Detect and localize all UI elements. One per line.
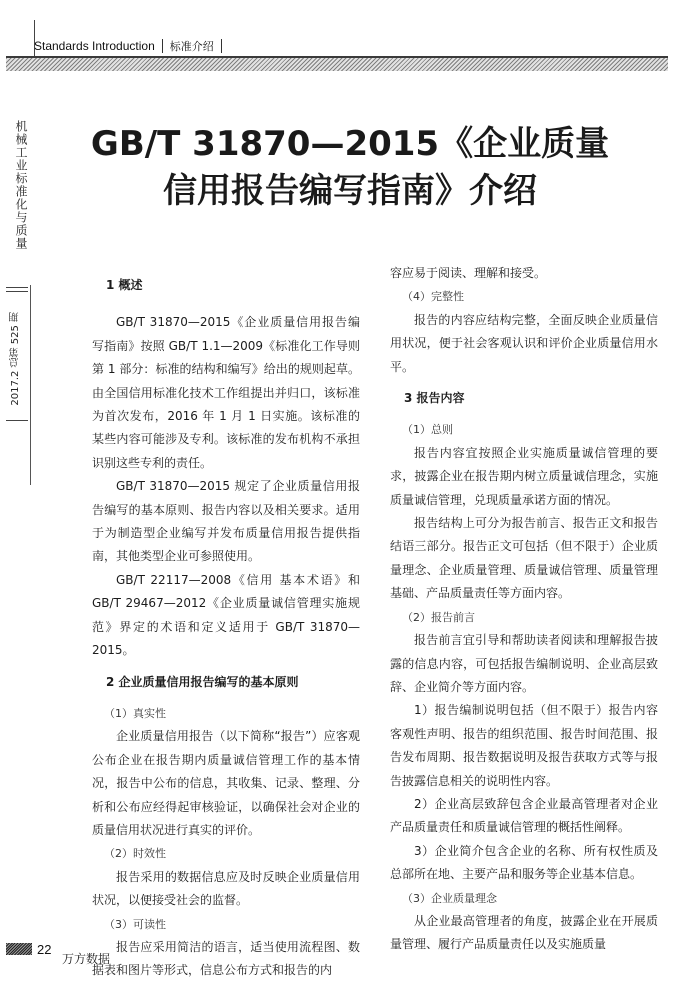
paragraph: 3）企业简介包含企业的名称、所有权性质及总部所在地、主要产品和服务等企业基本信息。 bbox=[390, 843, 658, 882]
paragraph: 报告前言宜引导和帮助读者阅读和理解报告披露的信息内容，可包括报告编制说明、企业高层致辞、企业简介等方面内容。 bbox=[390, 633, 658, 694]
watermark: 万方数据 bbox=[62, 952, 111, 966]
section-heading: 3 报告内容 bbox=[404, 391, 465, 406]
sidebar-rule bbox=[6, 291, 28, 292]
right-column bbox=[390, 262, 658, 957]
journal-title: 机械工业标准化与质量 bbox=[14, 120, 28, 250]
header-hatch-band bbox=[6, 58, 668, 71]
header-section-cn: 标准介绍 bbox=[169, 40, 214, 53]
paragraph: 报告内容宜按照企业实施质量诚信管理的要求，披露企业在报告期内树立质量诚信理念，实施质量诚信管理，兑现质量承诺方面的情况。 bbox=[390, 445, 658, 507]
section-heading: 2 企业质量信用报告编写的基本原则 bbox=[106, 674, 299, 689]
subheading: （2）时效性 bbox=[104, 847, 166, 861]
paragraph: 容应易于阅读、理解和接受。 bbox=[390, 266, 547, 280]
paragraph: 2）企业高层致辞包含企业最高管理者对企业产品质量责任和质量诚信管理的概括性阐释。 bbox=[390, 796, 658, 835]
page-number: 22 bbox=[37, 941, 52, 957]
sidebar-vertical-rule bbox=[30, 285, 31, 485]
paragraph: 从企业最高管理者的角度，披露企业在开展质量管理、履行产品质量责任以及实施质量 bbox=[390, 913, 658, 952]
footer-hatch-block bbox=[6, 943, 32, 955]
sidebar-rule bbox=[6, 287, 28, 288]
paragraph: GB/T 22117—2008《信用 基本术语》和 GB/T 29467—2012《企业质量诚信管理实施规范》界定的术语和定义适用于 GB/T 31870—2015。 bbox=[92, 572, 360, 658]
page-footer bbox=[6, 939, 51, 959]
paragraph: 报告结构上可分为报告前言、报告正文和报告结语三部分。报告正文可包括（但不限于）企业质量理念、企业质量管理、质量诚信管理、质量管理基础、产品质量责任等方面内容。 bbox=[390, 516, 658, 601]
paragraph: 报告采用的数据信息应及时反映企业质量信用状况，以便接受社会的监督。 bbox=[92, 869, 360, 908]
subheading: （2）报告前言 bbox=[402, 610, 475, 624]
paragraph: 企业质量信用报告（以下简称“报告”）应客观公布企业在报告期内质量诚信管理工作的基本情况，报告中公布的信息，其收集、记录、整理、分析和公布应经得起审核验证，以确保社会对企业的质量信用状况进行真实的评价。 bbox=[92, 729, 360, 837]
issue-label: 2017.2 总第 525 期 bbox=[10, 312, 21, 406]
subheading: （3）可读性 bbox=[104, 917, 166, 931]
title-line-1: GB/T 31870—2015《企业质量 bbox=[90, 124, 610, 164]
header-divider bbox=[162, 39, 163, 53]
paragraph: 报告应采用简洁的语言，适当使用流程图、数据表和图片等形式，信息公布方式和报告的内 bbox=[92, 939, 360, 978]
subheading: （3）企业质量理念 bbox=[402, 891, 497, 905]
running-header bbox=[34, 38, 666, 54]
paragraph: 报告的内容应结构完整，全面反映企业质量信用状况，便于社会客观认识和评价企业质量信用水平。 bbox=[390, 312, 658, 374]
title-line-2: 信用报告编写指南》介绍 bbox=[163, 171, 537, 211]
header-divider-end bbox=[221, 39, 222, 53]
paragraph: GB/T 31870—2015 规定了企业质量信用报告编写的基本原则、报告内容以及相关要求。适用于为制造型企业编写并发布质量信用报告提供指南，其他类型企业可参照使用。 bbox=[92, 479, 360, 564]
section-heading: 1 概述 bbox=[106, 278, 143, 292]
subheading: （1）总则 bbox=[402, 423, 453, 437]
left-column bbox=[92, 274, 360, 983]
article-title bbox=[0, 122, 700, 214]
paragraph: GB/T 31870—2015《企业质量信用报告编写指南》按照 GB/T 1.1—2009《标准化工作导则 第 1 部分：标准的结构和编写》给出的规则起草。由全国信用标准化技术工作组提出并归口，该标准为首次发布，2016 年 1 月 1 日实施。该标准的某些内容可能涉及专利。该标准的发布机构不承担识别这些专利的责任。 bbox=[92, 315, 360, 470]
paragraph: 1）报告编制说明包括（但不限于）报告内容客观性声明、报告的组织范围、报告时间范围、报告发布周期、报告数据说明及报告获取方式等与报告披露信息相关的说明性内容。 bbox=[390, 703, 658, 788]
header-section-en: Standards Introduction bbox=[34, 39, 155, 53]
subheading: （1）真实性 bbox=[104, 706, 166, 720]
sidebar-rule bbox=[6, 420, 28, 421]
subheading: （4）完整性 bbox=[402, 290, 464, 304]
